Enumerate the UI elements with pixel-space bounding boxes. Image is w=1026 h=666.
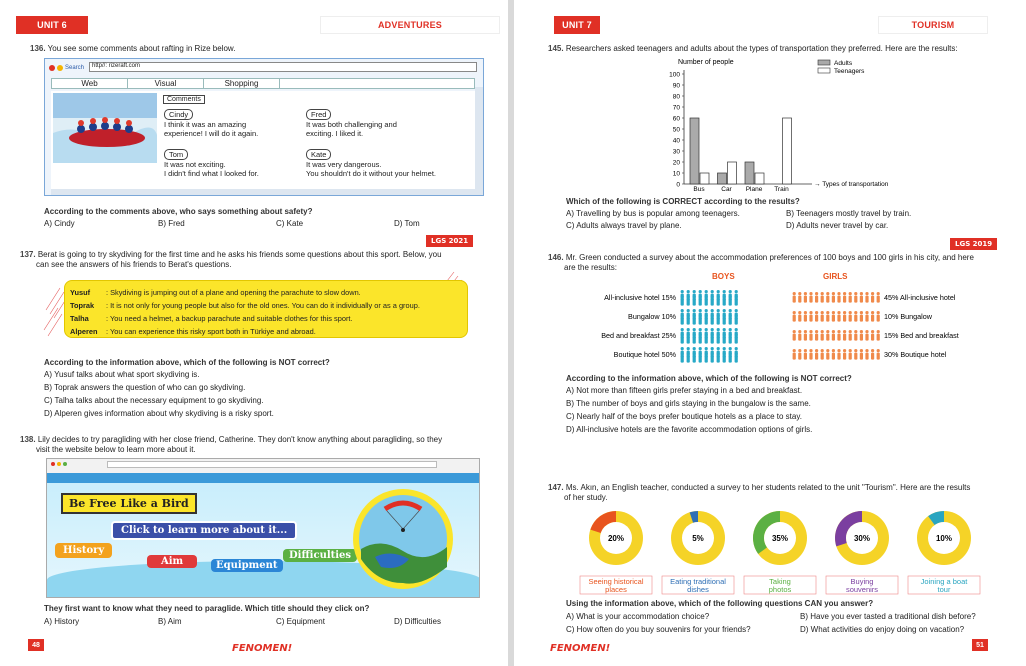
- learn-more-banner[interactable]: Click to learn more about it...: [111, 521, 297, 540]
- answer-alperen: [70, 325, 420, 338]
- q138-stem: 138. Lily decides to try paragliding with her close friend, Catherine. They don't know anything about paragliding, so they visit the website below to learn more about it.: [20, 435, 443, 454]
- donut-category-label: Buying: [850, 577, 874, 586]
- q146-question: According to the information above, which of the following is NOT correct?: [566, 374, 852, 383]
- brand-logo: FENOMEN!: [232, 643, 293, 654]
- q147-option-c[interactable]: C) How often do you buy souvenirs for your friends?: [566, 625, 751, 634]
- comment-line: You shouldn't do it without your helmet.: [306, 169, 436, 178]
- q145-option-d[interactable]: D) Adults never travel by car.: [786, 221, 889, 230]
- search-label: Search: [65, 65, 85, 71]
- donut-svg: [576, 504, 996, 600]
- url-bar[interactable]: http//: rizeraft.com: [89, 62, 477, 72]
- site-nav: [47, 473, 480, 483]
- unit-label: UNIT 6: [16, 16, 88, 34]
- y-tick-label: 40: [672, 137, 680, 145]
- donut-percent: 20%: [607, 534, 625, 543]
- comment-tom: [164, 149, 259, 178]
- girls-heading: GIRLS: [823, 272, 848, 281]
- x-axis-label: → Types of transportation: [814, 181, 889, 188]
- q138-option-c[interactable]: C) Equipment: [276, 617, 325, 626]
- q136-option-b[interactable]: B) Fred: [158, 219, 185, 228]
- page-number: 48: [28, 639, 44, 651]
- answer-text: : Skydiving is jumping out of a plane and opening the parachute to slow down.: [106, 288, 361, 297]
- commenter-name: Tom: [164, 149, 188, 160]
- page-number: 51: [972, 639, 988, 651]
- lgs-badge: LGS 2021: [426, 235, 473, 247]
- x-tick-label: Train: [774, 186, 789, 193]
- girls-icon-row: [793, 311, 880, 322]
- y-tick-label: 60: [672, 115, 680, 123]
- q136-question: According to the comments above, who says something about safety?: [44, 207, 313, 216]
- unit-theme: ADVENTURES: [320, 16, 500, 34]
- q137-question: According to the information above, which of the following is NOT correct?: [44, 358, 330, 367]
- q145-stem: 145. Researchers asked teenagers and adults about the types of transportation they preferred. Here are the results:: [548, 44, 958, 53]
- donut-percent: 5%: [692, 534, 704, 543]
- q146-option-b[interactable]: B) The number of boys and girls staying in the bungalow is the same.: [566, 399, 811, 408]
- aim-button[interactable]: Aim: [147, 555, 197, 568]
- q138-option-b[interactable]: B) Aim: [158, 617, 182, 626]
- q147-option-d[interactable]: D) What activities do enjoy doing on vacation?: [800, 625, 965, 634]
- boys-label: All-inclusive hotel 15%: [604, 293, 676, 302]
- answer-talha: [70, 312, 420, 325]
- comment-cindy: [164, 109, 258, 138]
- q137-option-d[interactable]: D) Alperen gives information about why skydiving is a risky sport.: [44, 409, 274, 418]
- y-tick-label: 90: [672, 82, 680, 90]
- pictogram-svg: [584, 284, 984, 364]
- q146-option-d[interactable]: D) All-inclusive hotels are the favorite accommodation options of girls.: [566, 425, 813, 434]
- q146-option-a[interactable]: A) Not more than fifteen girls prefer staying in a bed and breakfast.: [566, 386, 803, 395]
- commenter-name: Kate: [306, 149, 331, 160]
- legend-swatch-teenagers: [818, 68, 830, 73]
- answer-toprak: [70, 299, 420, 312]
- boys-icon-row: [681, 309, 738, 325]
- bar-adults-car: [718, 173, 727, 184]
- y-tick-label: 80: [672, 93, 680, 101]
- boys-label: Bed and breakfast 25%: [601, 331, 676, 340]
- boys-icon-row: [681, 347, 738, 363]
- y-tick-label: 10: [672, 170, 680, 178]
- q147-option-a[interactable]: A) What is your accommodation choice?: [566, 612, 710, 621]
- right-page: [514, 0, 1026, 666]
- q147-stem: 147. Ms. Akın, an English teacher, conducted a survey to her students related to the unit "Tourism". Here are the results of her study.: [548, 483, 971, 502]
- donut-category-label: Joining a boat: [920, 577, 968, 586]
- bar-teenagers-train: [783, 118, 792, 184]
- q137-option-c[interactable]: C) Talha talks about the necessary equipment to go skydiving.: [44, 396, 264, 405]
- boys-heading: BOYS: [712, 272, 735, 281]
- comment-fred: [306, 109, 397, 138]
- girls-label: 45% All-inclusive hotel: [884, 293, 956, 302]
- y-tick-label: 0: [676, 181, 680, 189]
- girls-label: 30% Boutique hotel: [884, 350, 947, 359]
- donut-percent: 35%: [771, 534, 789, 543]
- q138-option-a[interactable]: A) History: [44, 617, 80, 626]
- q145-question: Which of the following is CORRECT according to the results?: [566, 197, 800, 206]
- lgs-badge: LGS 2019: [950, 238, 997, 250]
- q147-question: Using the information above, which of the following questions CAN you answer?: [566, 599, 874, 608]
- tab-visual[interactable]: Visual: [128, 79, 204, 88]
- difficulties-button[interactable]: Difficulties: [283, 549, 357, 562]
- q146-option-c[interactable]: C) Nearly half of the boys prefer boutique hotels as a place to stay.: [566, 412, 802, 421]
- donut-category-label: Taking: [769, 577, 791, 586]
- horizontal-scrollbar[interactable]: [51, 189, 475, 195]
- tab-web[interactable]: Web: [52, 79, 128, 88]
- donut-category-label: places: [605, 585, 627, 594]
- comments-heading: Comments: [163, 95, 205, 104]
- y-tick-label: 20: [672, 159, 680, 167]
- answer-text: : You need a helmet, a backup parachute and suitable clothes for this sport.: [106, 314, 353, 323]
- y-tick-label: 70: [672, 104, 680, 112]
- comment-kate: [306, 149, 436, 178]
- girls-icon-row: [793, 349, 880, 360]
- commenter-name: Fred: [306, 109, 331, 120]
- y-axis-label: Number of people: [678, 59, 734, 66]
- x-tick-label: Bus: [693, 186, 705, 193]
- donut-category-label: tour: [937, 585, 951, 594]
- donut-category-label: souvenirs: [845, 585, 879, 594]
- comment-line: I think it was an amazing: [164, 120, 247, 129]
- legend-label-adults: Adults: [834, 60, 853, 67]
- legend-label-teenagers: Teenagers: [834, 68, 865, 75]
- x-tick-label: Car: [721, 186, 732, 193]
- answer-yusuf: [70, 286, 420, 299]
- commenter-name: Cindy: [164, 109, 193, 120]
- q145-option-b[interactable]: B) Teenagers mostly travel by train.: [786, 209, 912, 218]
- q138-option-d[interactable]: D) Difficulties: [394, 617, 441, 626]
- answer-text: : It is not only for young people but also for the old ones. You can do it individually or as a group.: [106, 301, 420, 310]
- comment-line: It was both challenging and: [306, 120, 397, 129]
- q137-option-b[interactable]: B) Toprak answers the question of who can go skydiving.: [44, 383, 246, 392]
- q136-option-d[interactable]: D) Tom: [394, 219, 420, 228]
- y-tick-label: 100: [669, 71, 680, 79]
- left-page: [0, 0, 508, 666]
- friend-name: Toprak: [70, 301, 95, 310]
- bar-adults-plane: [745, 162, 754, 184]
- girls-label: 15% Bed and breakfast: [884, 331, 959, 340]
- boys-icon-row: [681, 328, 738, 344]
- donut-percent: 10%: [935, 534, 953, 543]
- address-bar[interactable]: [107, 461, 437, 468]
- girls-label: 10% Bungalow: [884, 312, 932, 321]
- boys-label: Bungalow 10%: [628, 312, 676, 321]
- comment-line: exciting. I liked it.: [306, 129, 364, 138]
- unit-label: UNIT 7: [554, 16, 600, 34]
- donut-category-label: Seeing historical: [588, 577, 644, 586]
- y-tick-label: 50: [672, 126, 680, 134]
- q137-option-a[interactable]: A) Yusuf talks about what sport skydiving is.: [44, 370, 200, 379]
- q136-stem: 136. You see some comments about rafting in Rize below.: [30, 44, 236, 53]
- boys-icon-row: [681, 290, 738, 306]
- bar-teenagers-car: [728, 162, 737, 184]
- answer-text: : You can experience this risky sport both in Türkiye and abroad.: [106, 327, 316, 336]
- paragliding-website: [46, 458, 480, 598]
- donut-percent: 30%: [853, 534, 871, 543]
- comment-line: It was very dangerous.: [306, 160, 382, 169]
- girls-icon-row: [793, 330, 880, 341]
- donut-category-label: dishes: [687, 585, 709, 594]
- bar-teenagers-plane: [755, 173, 764, 184]
- paragliding-photo: [351, 487, 455, 591]
- donut-category-label: photos: [768, 585, 792, 594]
- q145-option-a[interactable]: A) Travelling by bus is popular among teenagers.: [566, 209, 740, 218]
- history-button[interactable]: History: [55, 543, 112, 558]
- q136-option-c[interactable]: C) Kate: [276, 219, 304, 228]
- q147-option-b[interactable]: B) Have you ever tasted a traditional dish before?: [800, 612, 976, 621]
- friend-name: Yusuf: [70, 288, 91, 297]
- legend-swatch-adults: [818, 60, 830, 65]
- bar-adults-bus: [690, 118, 699, 184]
- banner-title: Be Free Like a Bird: [61, 493, 197, 514]
- friend-name: Alperen: [70, 327, 98, 336]
- tab-shopping[interactable]: Shopping: [204, 79, 280, 88]
- boys-label: Boutique hotel 50%: [613, 350, 676, 359]
- answers-list: [70, 286, 420, 338]
- comment-line: I didn't find what I looked for.: [164, 169, 259, 178]
- q146-stem: 146. Mr. Green conducted a survey about the accommodation preferences of 100 boys and 100 girls in his city, and here are the results:: [548, 253, 974, 272]
- scrollbar[interactable]: [475, 87, 483, 195]
- girls-icon-row: [793, 292, 880, 303]
- bar-teenagers-bus: [700, 173, 709, 184]
- q137-stem: 137. Berat is going to try skydiving for the first time and he asks his friends some questions about this sport. Below, you can see the answers of his friends to Berat's questions.: [20, 250, 442, 269]
- equipment-button[interactable]: Equipment: [211, 559, 283, 572]
- q138-question: They first want to know what they need to paraglide. Which title should they click on?: [44, 604, 370, 613]
- unit-theme: TOURISM: [878, 16, 988, 34]
- q136-option-a[interactable]: A) Cindy: [44, 219, 75, 228]
- comment-line: experience! I will do it again.: [164, 129, 259, 138]
- y-tick-label: 30: [672, 148, 680, 156]
- friend-name: Talha: [70, 314, 89, 323]
- rafting-photo: [53, 93, 157, 163]
- donut-category-label: Eating traditional: [670, 577, 726, 586]
- q145-option-c[interactable]: C) Adults always travel by plane.: [566, 221, 682, 230]
- transport-bar-chart: [654, 54, 914, 196]
- comment-line: It was not exciting.: [164, 160, 226, 169]
- x-tick-label: Plane: [745, 186, 763, 193]
- brand-logo: FENOMEN!: [550, 643, 611, 654]
